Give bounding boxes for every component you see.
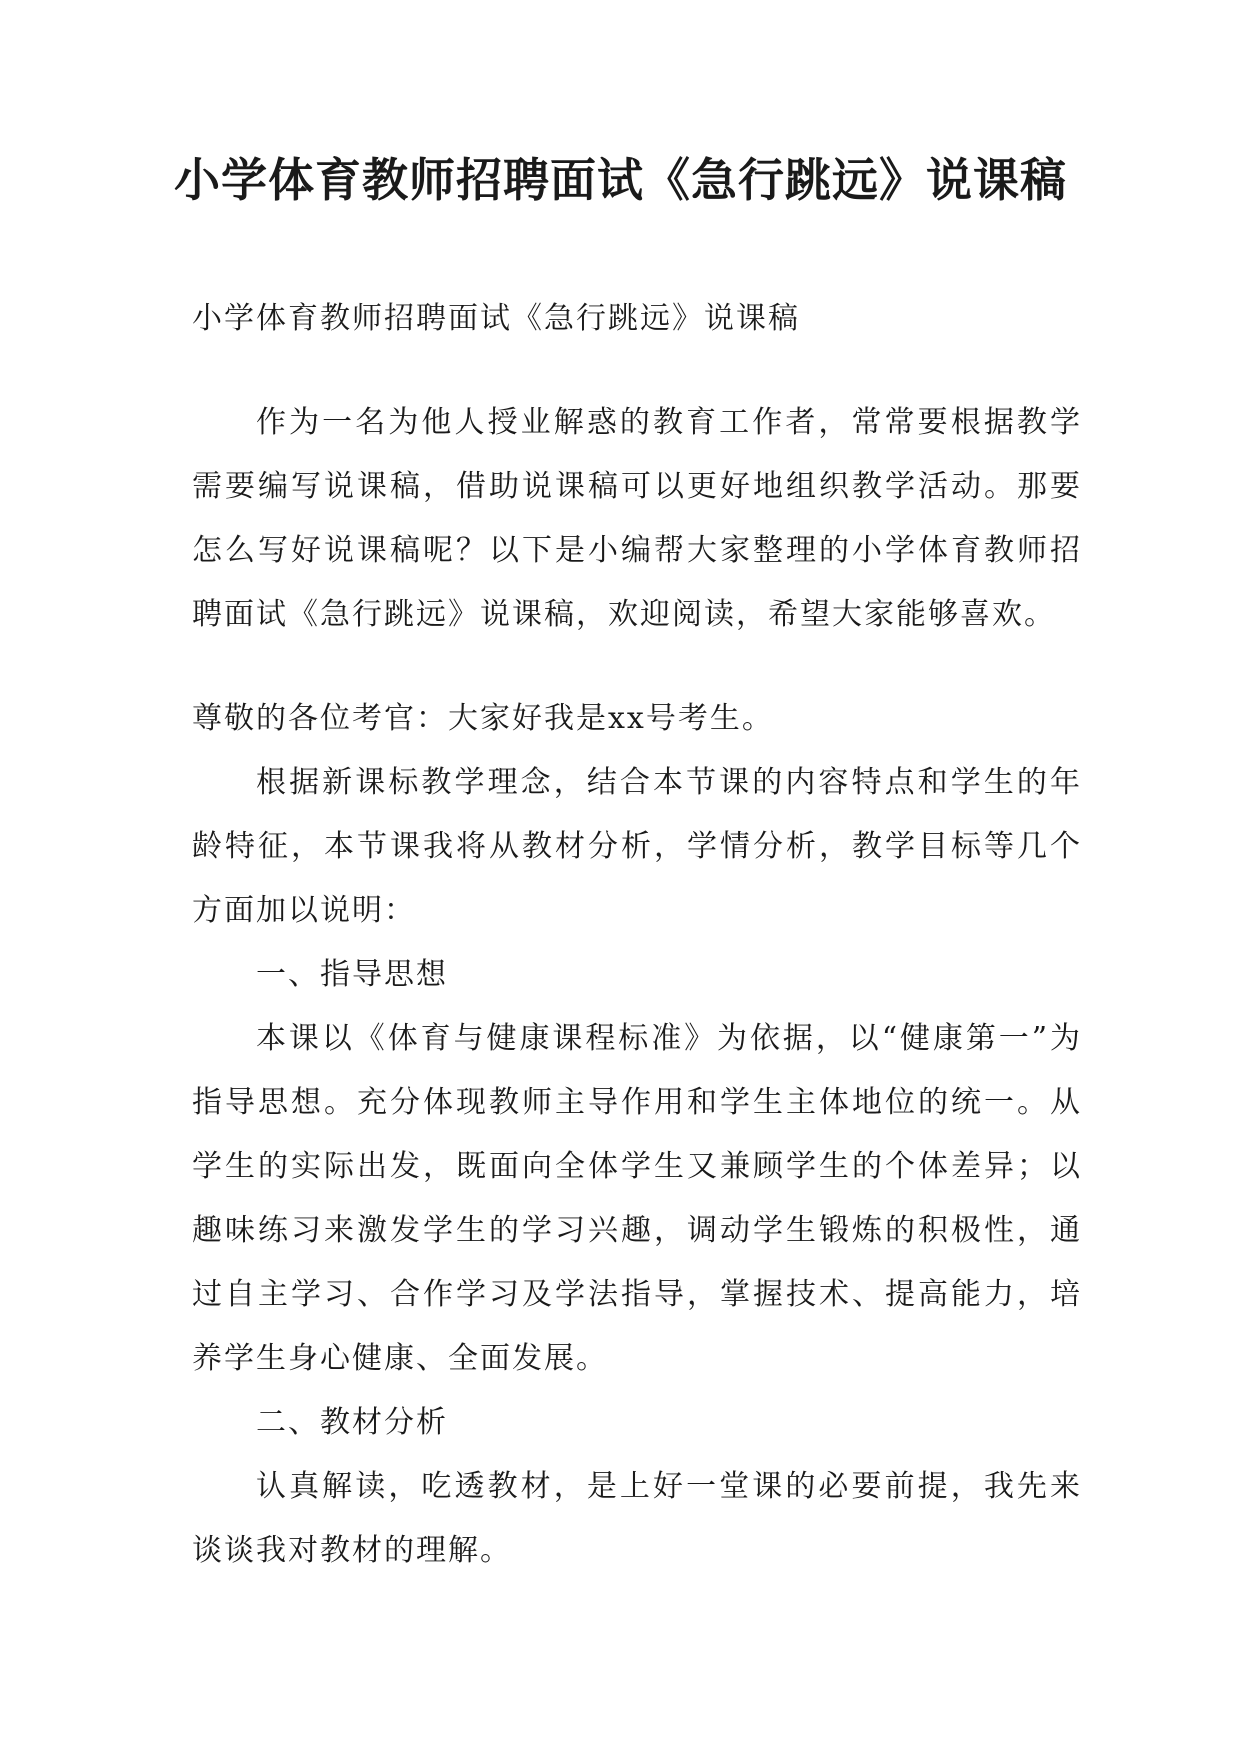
overview-paragraph: 根据新课标教学理念，结合本节课的内容特点和学生的年龄特征，本节课我将从教材分析，学情分析，教学目标等几个方面加以说明： <box>192 765 1082 928</box>
document-body <box>192 287 1082 1583</box>
guiding-ideology-paragraph: 本课以《体育与健康课程标准》为依据，以“健康第一”为指导思想。充分体现教师主导作用和学生主体地位的统一。从学生的实际出发，既面向全体学生又兼顾学生的个体差异；以趣味练习来激发学生的学习兴趣，调动学生锻炼的积极性，通过自主学习、合作学习及学法指导，掌握技术、提高能力，培养学生身心健康、全面发展。 <box>192 1021 1082 1376</box>
section-heading-textbook-analysis: 二、教材分析 <box>256 1405 448 1440</box>
section-heading-guiding-ideology: 一、指导思想 <box>256 957 448 992</box>
greeting-paragraph: 尊敬的各位考官：大家好我是xx号考生。 <box>192 701 774 736</box>
intro-paragraph: 作为一名为他人授业解惑的教育工作者，常常要根据教学需要编写说课稿，借助说课稿可以更好地组织教学活动。那要怎么写好说课稿呢？以下是小编帮大家整理的小学体育教师招聘面试《急行跳远》说课稿，欢迎阅读，希望大家能够喜欢。 <box>192 405 1082 632</box>
textbook-analysis-paragraph: 认真解读，吃透教材，是上好一堂课的必要前提，我先来谈谈我对教材的理解。 <box>192 1469 1082 1568</box>
subtitle-paragraph: 小学体育教师招聘面试《急行跳远》说课稿 <box>192 301 800 336</box>
document-title: 小学体育教师招聘面试《急行跳远》说课稿 <box>174 153 1067 207</box>
